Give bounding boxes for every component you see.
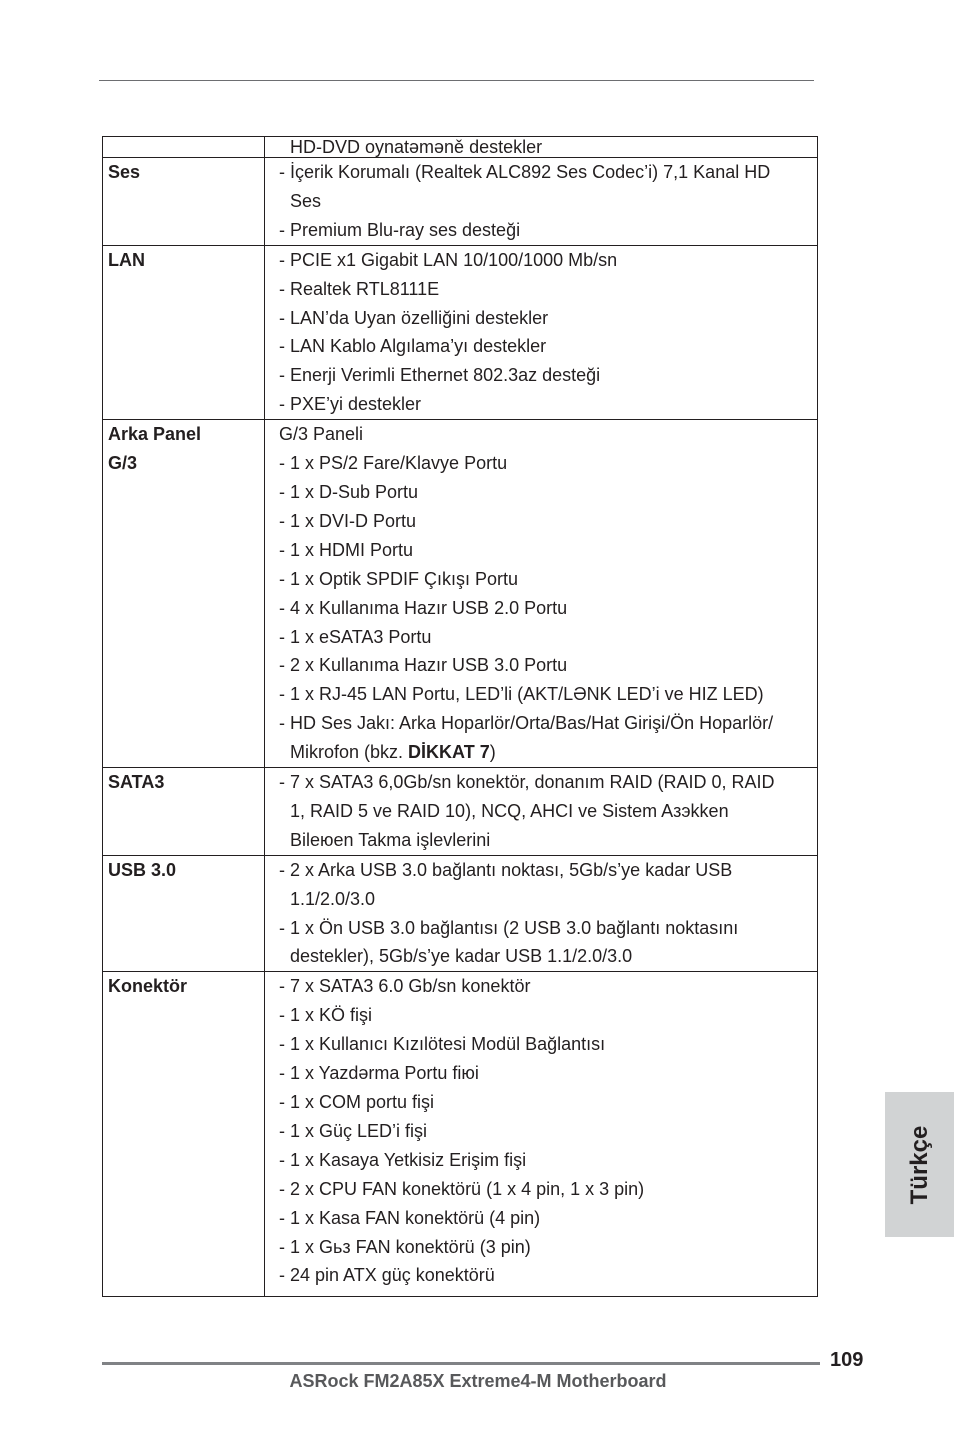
spec-line (279, 536, 813, 565)
spec-line-text: - 1 x KÖ fişi (279, 1005, 373, 1026)
spec-content (265, 245, 818, 419)
spec-line (279, 1175, 813, 1204)
spec-row (103, 420, 818, 768)
spec-label-line: Konektör (108, 976, 188, 997)
spec-line (279, 972, 813, 1001)
spec-line (279, 420, 813, 449)
spec-line-text: - LAN’da Uyan özelliğini destekler (279, 307, 549, 328)
spec-label-line: Arka Panel (108, 424, 202, 445)
spec-label (103, 768, 265, 856)
spec-line-text: 1, RAID 5 ve RAID 10), NCQ, AHCI ve Sistem Aзэkken (290, 800, 729, 821)
spec-line (279, 738, 813, 767)
spec-line-text: - 1 x PS/2 Fare/Klavye Portu (279, 453, 508, 474)
spec-line (279, 826, 813, 855)
spec-line-text: - Enerji Verimli Ethernet 802.3az desteği (279, 365, 601, 386)
spec-line-text: - 1 x Kullanıcı Kızılötesi Modül Bağlantısı (279, 1034, 606, 1055)
spec-line-text: - 1 x Kasa FAN konektörü (4 pin) (279, 1207, 541, 1228)
spec-line (279, 1233, 813, 1262)
spec-line (279, 1030, 813, 1059)
spec-line (279, 246, 813, 275)
spec-label-line: G/3 (108, 453, 138, 474)
spec-line-text: - HD Ses Jakı: Arka Hoparlör/Orta/Bas/Hat Girişi/Ön Hoparlör/ (279, 713, 774, 734)
spec-line-text: - 1 x D-Sub Portu (279, 481, 419, 502)
specifications-table (102, 136, 818, 1297)
spec-line-text: - 1 x Ön USB 3.0 bağlantısı (2 USB 3.0 bağlantı noktasını (279, 917, 739, 938)
spec-line (279, 275, 813, 304)
spec-label-line: USB 3.0 (108, 859, 177, 880)
spec-line (279, 594, 813, 623)
spec-row (103, 137, 818, 158)
spec-line-text: 1.1/2.0/3.0 (290, 888, 376, 909)
spec-content (265, 768, 818, 856)
footer-title: ASRock FM2A85X Extreme4-M Motherboard (289, 1371, 667, 1391)
spec-label (103, 972, 265, 1297)
spec-line-text: - 7 x SATA3 6,0Gb/sn konektör, donanım RAID (RAID 0, RAID (279, 772, 775, 793)
spec-content (265, 972, 818, 1297)
spec-line-text: - 2 x CPU FAN konektörü (1 x 4 pin, 1 x 3 pin) (279, 1178, 645, 1199)
spec-line-text: - 24 pin ATX güç konektörü (279, 1265, 495, 1286)
spec-line (279, 768, 813, 797)
spec-label (103, 855, 265, 972)
spec-line-text: Mikrofon (bkz. (290, 742, 409, 763)
spec-line (279, 187, 813, 216)
spec-content (265, 420, 818, 768)
spec-line-text: - LAN Kablo Algılama’yı destekler (279, 336, 547, 357)
header-rule (99, 80, 814, 81)
spec-line-text: G/3 Paneli (279, 424, 364, 445)
page-number: 109 (830, 1349, 864, 1371)
spec-line (279, 1146, 813, 1175)
spec-line (279, 158, 813, 187)
spec-line-text: - İçerik Korumalı (Realtek ALC892 Ses Codec’i) 7,1 Kanal HD (279, 162, 771, 182)
spec-line-text: - 1 x eSATA3 Portu (279, 626, 432, 647)
spec-line (279, 137, 813, 157)
spec-label-line: Ses (108, 162, 141, 182)
spec-line-text: - 4 x Kullanıma Hazır USB 2.0 Portu (279, 597, 568, 618)
spec-line (279, 914, 813, 943)
spec-line (279, 1204, 813, 1233)
spec-content (265, 158, 818, 246)
spec-line-text: - 2 x Arka USB 3.0 bağlantı noktası, 5Gb/s’ye kadar USB (279, 859, 733, 880)
spec-line (279, 565, 813, 594)
spec-line (279, 797, 813, 826)
spec-line-text: - 1 x Optik SPDIF Çıkışı Portu (279, 568, 519, 589)
spec-row (103, 972, 818, 1297)
spec-line-text: - 1 x HDMI Portu (279, 539, 414, 560)
spec-line-text: - 1 x Güç LED’i fişi (279, 1120, 428, 1141)
spec-label (103, 420, 265, 768)
spec-line-text: - PXE’yi destekler (279, 394, 422, 415)
spec-label (103, 137, 265, 158)
spec-line (279, 332, 813, 361)
spec-line (279, 651, 813, 680)
spec-line (279, 507, 813, 536)
spec-label-line: SATA3 (108, 772, 165, 793)
spec-line (279, 449, 813, 478)
spec-line (279, 304, 813, 333)
spec-line-text: - 1 x Gьз FAN konektörü (3 pin) (279, 1236, 531, 1257)
spec-line-text: - Premium Blu-ray ses desteği (279, 219, 521, 240)
spec-row (103, 158, 818, 246)
spec-line (279, 216, 813, 245)
spec-line (279, 390, 813, 419)
spec-line-text: - 1 x Kasaya Yetkisiz Erişim fişi (279, 1149, 527, 1170)
spec-row (103, 245, 818, 419)
spec-line (279, 885, 813, 914)
spec-content (265, 137, 818, 158)
spec-line-text: - 2 x Kullanıma Hazır USB 3.0 Portu (279, 655, 568, 676)
spec-label (103, 245, 265, 419)
spec-line-text: - Realtek RTL8111E (279, 278, 440, 299)
spec-line (279, 1088, 813, 1117)
spec-line-text: - 1 x COM portu fişi (279, 1092, 435, 1112)
spec-line-text: HD-DVD oynatəməně destekler (290, 137, 543, 157)
spec-line (279, 856, 813, 885)
spec-line (279, 478, 813, 507)
spec-line (279, 1117, 813, 1146)
language-tab (885, 1092, 954, 1237)
spec-row (103, 768, 818, 856)
spec-line-suffix: ) (489, 742, 496, 763)
spec-line-text: Bileюen Takma işlevlerini (290, 829, 491, 850)
spec-line (279, 1059, 813, 1088)
spec-line (279, 1261, 813, 1290)
spec-label (103, 158, 265, 246)
spec-line-text: - 7 x SATA3 6.0 Gb/sn konektör (279, 976, 531, 997)
spec-line (279, 623, 813, 652)
spec-content (265, 855, 818, 972)
spec-line (279, 942, 813, 971)
spec-line (279, 361, 813, 390)
spec-line (279, 1001, 813, 1030)
spec-line-text: - 1 x Yazdərma Portu fiюi (279, 1063, 479, 1084)
spec-line (279, 680, 813, 709)
spec-line-bold: DİKKAT 7 (408, 742, 490, 763)
spec-line (279, 709, 813, 738)
spec-line-text: destekler), 5Gb/s’ye kadar USB 1.1/2.0/3.0 (290, 946, 633, 967)
spec-label-line: LAN (108, 249, 145, 270)
spec-line-text: Ses (290, 190, 322, 211)
spec-line-text: - 1 x DVI-D Portu (279, 510, 417, 531)
footer-rule (102, 1362, 820, 1365)
language-tab-label: Türkçe (905, 1125, 933, 1204)
spec-line-text: - 1 x RJ-45 LAN Portu, LED’li (AKT/LƏNK LED’i ve HIZ LED) (279, 684, 764, 705)
spec-line-text: - PCIE x1 Gigabit LAN 10/100/1000 Mb/sn (279, 249, 618, 270)
spec-row (103, 855, 818, 972)
